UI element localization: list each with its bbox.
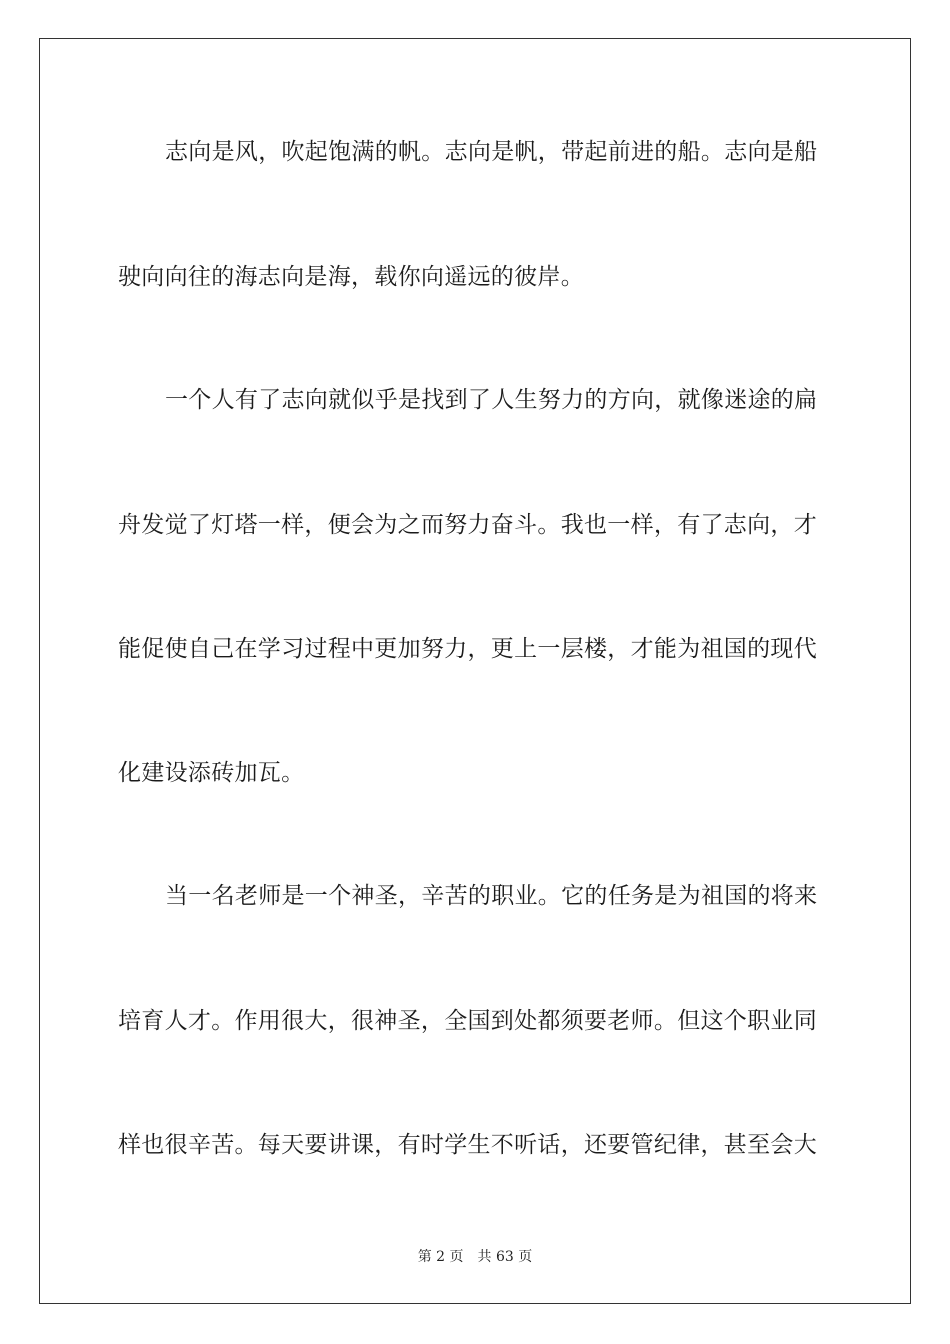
page-border <box>39 38 911 1304</box>
paragraph-3-line-1: 当一名老师是一个神圣，辛苦的职业。它的任务是为祖国的将来 <box>165 883 818 909</box>
page-number: 第 2 页 <box>417 1249 464 1265</box>
page-total: 共 63 页 <box>477 1249 533 1265</box>
paragraph-2-line-3: 能促使自己在学习过程中更加努力，更上一层楼，才能为祖国的现代 <box>118 636 817 662</box>
paragraph-2-line-4: 化建设添砖加瓦。 <box>118 760 305 786</box>
paragraph-3-line-2: 培育人才。作用很大，很神圣，全国到处都须要老师。但这个职业同 <box>118 1008 817 1034</box>
page-footer <box>0 1248 950 1266</box>
paragraph-1-line-2: 驶向向往的海志向是海，载你向遥远的彼岸。 <box>118 264 584 290</box>
paragraph-2-line-1: 一个人有了志向就似乎是找到了人生努力的方向，就像迷途的扁 <box>165 387 818 413</box>
paragraph-2-line-2: 舟发觉了灯塔一样，便会为之而努力奋斗。我也一样，有了志向，才 <box>118 512 817 538</box>
paragraph-1-line-1: 志向是风，吹起饱满的帆。志向是帆，带起前进的船。志向是船 <box>165 139 818 165</box>
paragraph-3-line-3: 样也很辛苦。每天要讲课，有时学生不听话，还要管纪律，甚至会大 <box>118 1132 817 1158</box>
